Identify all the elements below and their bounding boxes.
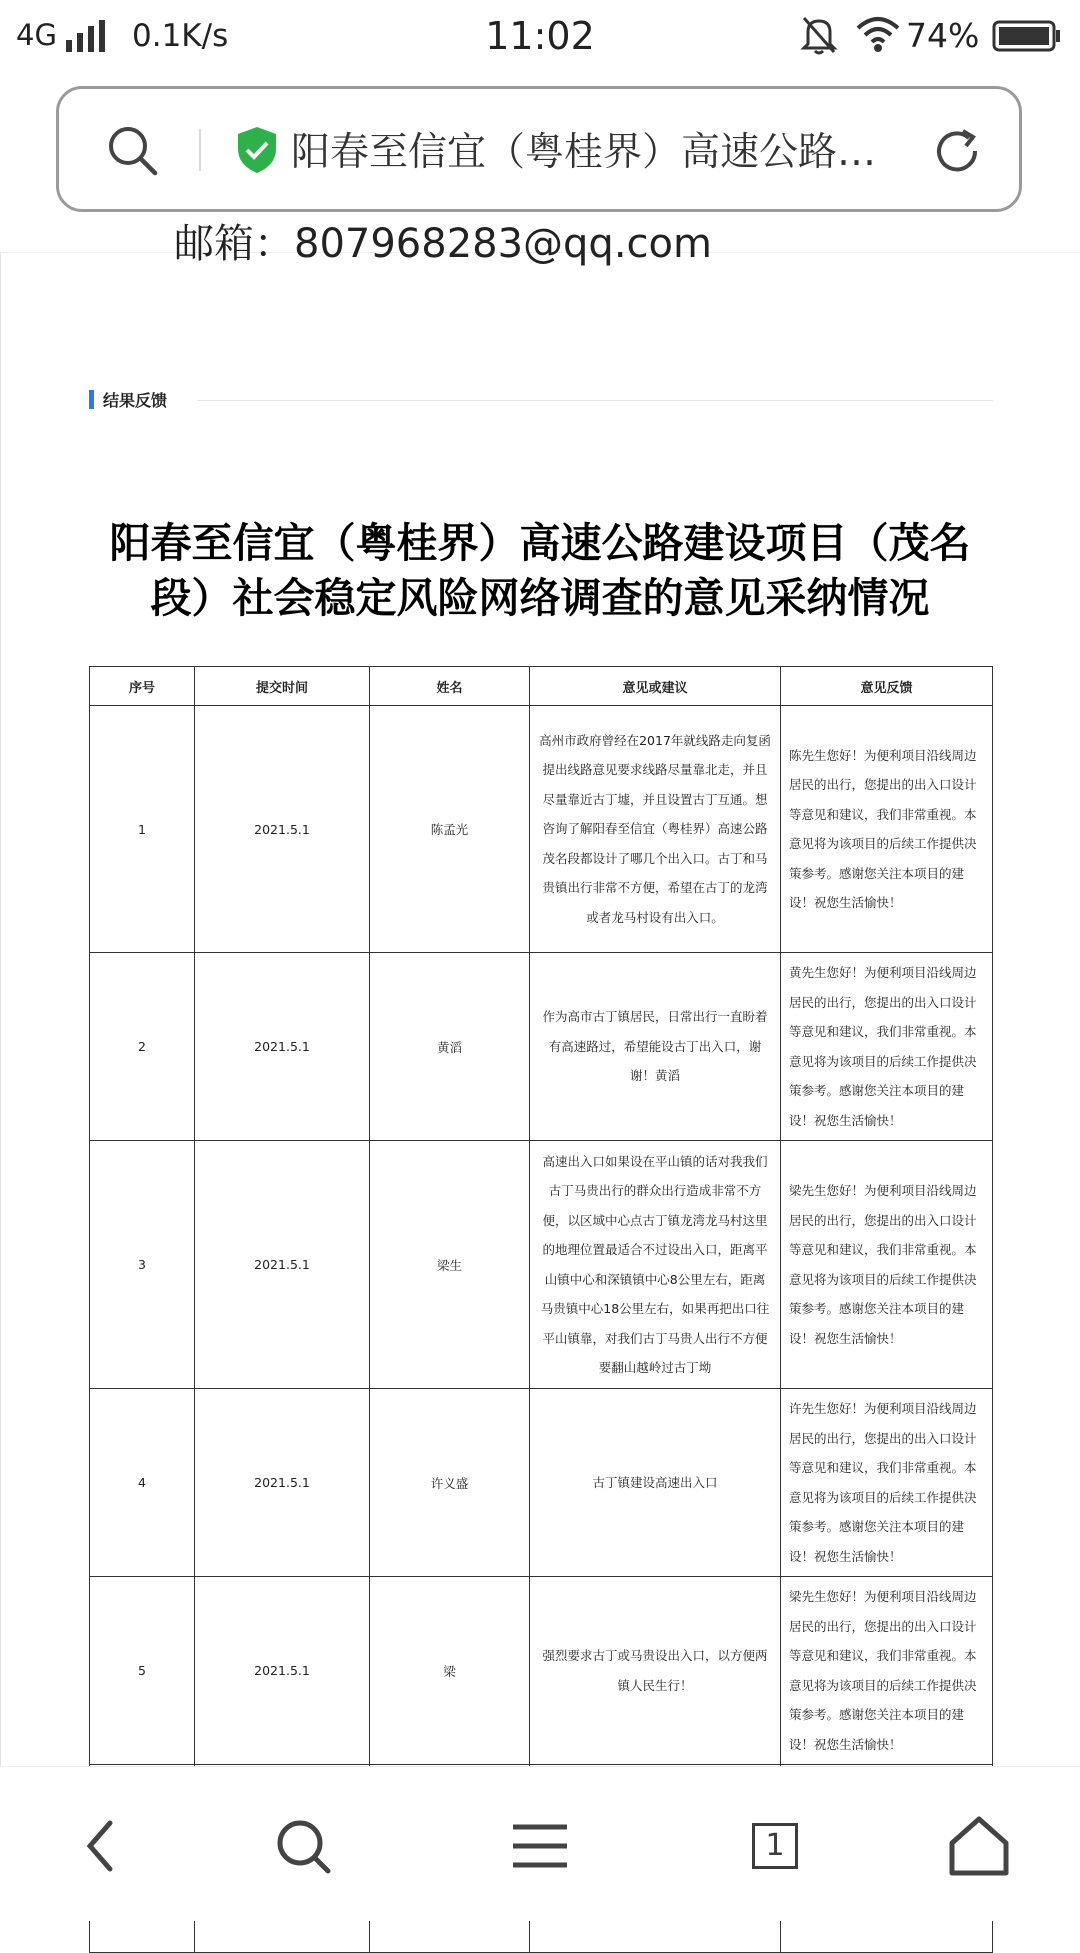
table-row bbox=[90, 706, 993, 953]
table-row bbox=[90, 1141, 993, 1389]
row-opinion: 高速出入口如果设在平山镇的话对我我们古丁马贵出行的群众出行造成非常不方便，以区域中心点古丁镇龙湾龙马村这里的地理位置最适合不过设出入口，距离平山镇中心和深镇镇中心8公里左右，距离马贵镇中心18公里左右，如果再把出口往平山镇靠，对我们古丁马贵人出行不方便要翻山越岭过古丁坳 bbox=[530, 1141, 781, 1389]
row-reply: 梁先生您好！为便利项目沿线周边居民的出行，您提出的出入口设计等意见和建议，我们非常重视。本意见将为该项目的后续工作提供决策参考。感谢您关注本项目的建设！祝您生活愉快！ bbox=[781, 1577, 993, 1765]
row-number: 3 bbox=[90, 1141, 195, 1389]
row-opinion: 古丁镇建设高速出入口 bbox=[530, 1389, 781, 1577]
page-title-url[interactable]: 阳春至信宜（粤桂界）高速公路… bbox=[291, 130, 877, 175]
column-header-number: 序号 bbox=[90, 667, 195, 706]
feedback-table bbox=[89, 666, 993, 1953]
table-row bbox=[90, 953, 993, 1141]
section-title: 结果反馈 bbox=[103, 391, 168, 410]
back-icon[interactable] bbox=[68, 1811, 138, 1881]
column-header-reply: 意见反馈 bbox=[781, 667, 993, 706]
section-divider bbox=[197, 400, 993, 401]
contact-email: 邮箱：807968283@qq.com bbox=[174, 221, 712, 267]
row-reply: 黄先生您好！为便利项目沿线周边居民的出行，您提出的出入口设计等意见和建议，我们非常重视。本意见将为该项目的后续工作提供决策参考。感谢您关注本项目的建设！祝您生活愉快！ bbox=[781, 953, 993, 1141]
table-row bbox=[90, 1577, 993, 1765]
address-bar[interactable] bbox=[56, 86, 1022, 212]
section-header bbox=[89, 388, 993, 412]
battery-icon bbox=[992, 20, 1062, 52]
search-icon[interactable] bbox=[268, 1811, 338, 1881]
row-name: 黄滔 bbox=[370, 953, 530, 1141]
notifications-off-icon bbox=[800, 14, 838, 56]
address-divider bbox=[199, 129, 201, 171]
section-accent-bar bbox=[89, 390, 94, 409]
row-time: 2021.5.1 bbox=[195, 1141, 370, 1389]
row-name: 许义盛 bbox=[370, 1389, 530, 1577]
row-time: 2021.5.1 bbox=[195, 1577, 370, 1765]
row-reply: 许先生您好！为便利项目沿线周边居民的出行，您提出的出入口设计等意见和建议，我们非常重视。本意见将为该项目的后续工作提供决策参考。感谢您关注本项目的建设！祝您生活愉快！ bbox=[781, 1389, 993, 1577]
row-reply: 梁先生您好！为便利项目沿线周边居民的出行，您提出的出入口设计等意见和建议，我们非常重视。本意见将为该项目的后续工作提供决策参考。感谢您关注本项目的建设！祝您生活愉快！ bbox=[781, 1141, 993, 1389]
document-title-line-1: 阳春至信宜（粤桂界）高速公路建设项目（茂名 bbox=[109, 519, 971, 567]
row-time: 2021.5.1 bbox=[195, 953, 370, 1141]
wifi-icon bbox=[856, 14, 900, 54]
row-opinion: 高州市政府曾经在2017年就线路走向复函提出线路意见要求线路尽量靠北走，并且尽量靠近古丁墟，并且设置古丁互通。想咨询了解阳春至信宜（粤桂界）高速公路茂名段都设计了哪几个出入口。古丁和马贵镇出行非常不方便，希望在古丁的龙湾或者龙马村设有出入口。 bbox=[530, 706, 781, 953]
column-header-opinion: 意见或建议 bbox=[530, 667, 781, 706]
column-header-time: 提交时间 bbox=[195, 667, 370, 706]
home-icon[interactable] bbox=[944, 1811, 1014, 1881]
row-reply: 陈先生您好！为便利项目沿线周边居民的出行，您提出的出入口设计等意见和建议，我们非常重视。本意见将为该项目的后续工作提供决策参考。感谢您关注本项目的建设！祝您生活愉快！ bbox=[781, 706, 993, 953]
network-type: 4G bbox=[16, 18, 57, 52]
document-title bbox=[80, 516, 1000, 626]
row-number: 4 bbox=[90, 1389, 195, 1577]
row-number: 5 bbox=[90, 1577, 195, 1765]
clock: 11:02 bbox=[485, 14, 595, 58]
table-row bbox=[90, 1389, 993, 1577]
row-time: 2021.5.1 bbox=[195, 706, 370, 953]
bottom-navigation bbox=[0, 1766, 1080, 1921]
row-number: 1 bbox=[90, 706, 195, 953]
menu-icon[interactable] bbox=[505, 1811, 575, 1881]
row-opinion: 作为高市古丁镇居民，日常出行一直盼着有高速路过，希望能设古丁出入口，谢谢！黄滔 bbox=[530, 953, 781, 1141]
column-header-name: 姓名 bbox=[370, 667, 530, 706]
table-header-row bbox=[90, 667, 993, 706]
row-time: 2021.5.1 bbox=[195, 1389, 370, 1577]
network-speed: 0.1K/s bbox=[132, 18, 229, 54]
tabs-button[interactable] bbox=[752, 1823, 822, 1893]
refresh-icon[interactable] bbox=[929, 123, 985, 179]
tab-count: 1 bbox=[752, 1823, 798, 1869]
document-title-line-2: 段）社会稳定风险网络调查的意见采纳情况 bbox=[150, 574, 930, 622]
search-icon[interactable] bbox=[105, 123, 161, 179]
secure-shield-icon bbox=[235, 125, 279, 175]
web-content[interactable] bbox=[0, 221, 1080, 1766]
row-opinion: 强烈要求古丁或马贵设出入口，以方便两镇人民生行！ bbox=[530, 1577, 781, 1765]
row-name: 梁生 bbox=[370, 1141, 530, 1389]
battery-percent: 74% bbox=[906, 16, 980, 55]
status-bar bbox=[0, 0, 1080, 76]
row-name: 陈孟光 bbox=[370, 706, 530, 953]
row-number: 2 bbox=[90, 953, 195, 1141]
row-name: 梁 bbox=[370, 1577, 530, 1765]
